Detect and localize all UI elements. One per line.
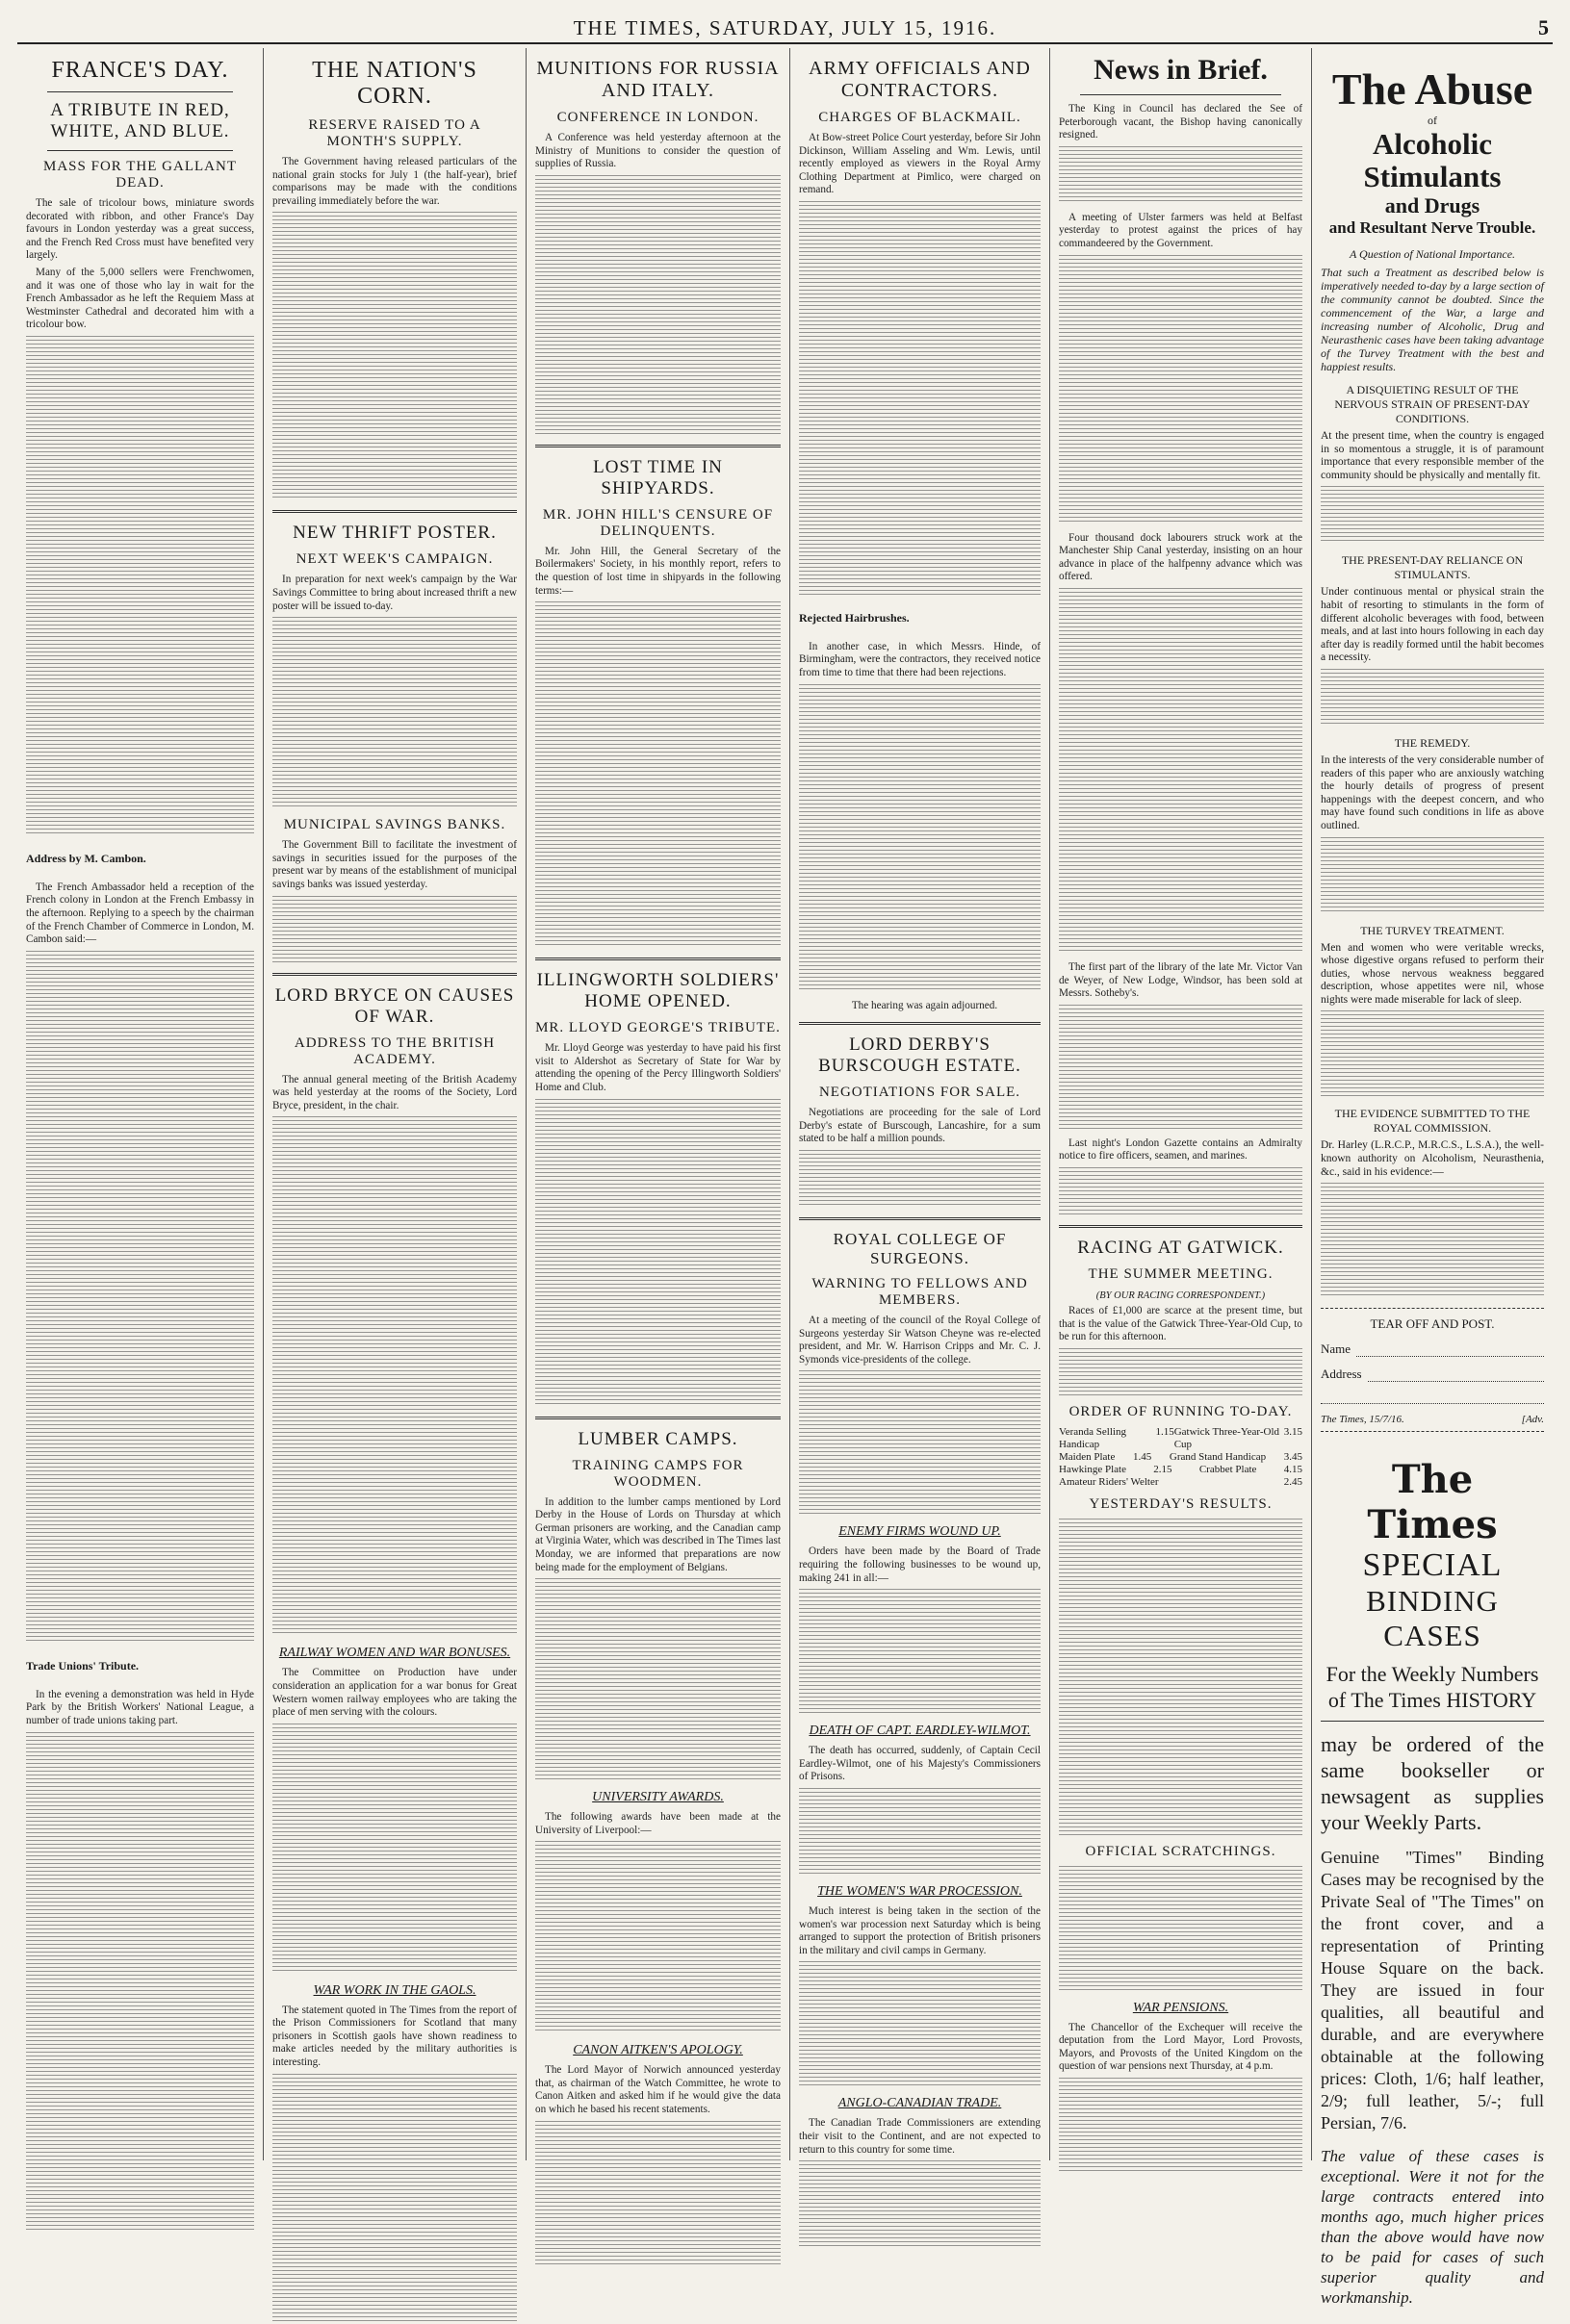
- nations-corn-subhead: RESERVE RAISED TO A MONTH'S SUPPLY.: [308, 117, 481, 149]
- address-subhead: Address by M. Cambon.: [26, 851, 146, 865]
- surgeons-headline: ROYAL COLLEGE OF SURGEONS.: [833, 1230, 1007, 1268]
- eardley-wilmot-subhead: DEATH OF CAPT. EARDLEY-WILMOT.: [809, 1724, 1031, 1739]
- column-munitions: [527, 48, 790, 2160]
- article-paragraph: The Lord Mayor of Norwich announced yesterday that, as chairman of the Watch Committee, he wrote to Canon Aitken and asked him if he would give the data on which he based his recent statements.: [535, 2064, 781, 2116]
- war-work-gaols-subhead: WAR WORK IN THE GAOLS.: [313, 1982, 476, 1998]
- masthead-title: THE TIMES, SATURDAY, JULY 15, 1916.: [573, 16, 997, 39]
- article-paragraph: The hearing was again adjourned.: [851, 999, 998, 1011]
- canon-aitken-subhead: CANON AITKEN'S APOLOGY.: [573, 2043, 743, 2058]
- war-pensions-subhead: WAR PENSIONS.: [1132, 2000, 1229, 2015]
- munitions-subhead: CONFERENCE IN LONDON.: [556, 110, 759, 125]
- article-paragraph: Many of the 5,000 sellers were Frenchwomen, and it was one of those who lay in wait for the French Ambassador as he left the Requiem Mass at Westminster Cathedral and decorated him with a tricolour bow.: [26, 266, 254, 331]
- page-number: 5: [1538, 15, 1549, 39]
- illingworth-headline: ILLINGWORTH SOLDIERS' HOME OPENED.: [536, 970, 780, 1012]
- column-advertisements: The Abuse of Alcoholic Stimulants and Drugs and Resultant Nerve Trouble. A Question of National Importance. That such a Treatment as described below is imperatively needed to-day by a large section of the community cannot be doubted. Since the commencement of the War, a large and increasing number of Alcoholic, Drug and Neurasthenic cases have been taking advantage of the Turvey Treatment with the best and happiest results. A DISQUIETING RESULT OF THE NERVOUS STRAIN OF PRESENT-DAY CONDITIONS. At the present time, when the country is engaged in so momentous a struggle, it is of paramount importance that every responsible member of the community should be physically and mentally fit. THE PRESENT-DAY RELIANCE ON STIMULANTS. Under continuous mental or physical strain the habit of resorting to stimulants in the form of different alcoholic beverages with food, between meals, and at last into hours following in each day after day is readily formed until the habit becomes a necessity. THE REMEDY. In the interests of the very considerable number of readers of this paper who are anxiously watching the hourly details of progress of present happenings with the deepest concern, and who may have found such conditions in life as above outlined. THE TURVEY TREATMENT. Men and women who were veritable wrecks, whose digestive organs refused to perform their duties, whose nervous weakness beggared description, whose appetites were nil, whose nights were made miserable for lack of sleep. THE EVIDENCE SUBMITTED TO THE ROYAL COMMISSION. Dr. Harley (L.R.C.P., M.R.C.S., L.S.A.), the well-known authority on Alcoholism, Neurasthenia, &c., said in his evidence:— TEAR OFF AND POST. Name Address The Times, 15/7/16. [Adv. The Times SPECIAL BINDING CASES For the Weekly Numbers of The Times HISTORY may be ordered of the same bookseller or newsagent as supplies your Weekly Parts. Genuine "Times" Binding Cases may be recognised by the Private Seal of "The Times" on the front cover, and a representation of Printing House Square on the back. They are issued in four qualities, all beautiful and durable, and are everywhere obtainable at the following prices: Cloth, 1/6; half leather, 2/9; full leather, 5/-; full Persian, 7/6. The value of these cases is exceptional. Were it not for the large contracts entered into months ago, much higher prices than the above would have now to be paid for cases of such superior quality and workmanship.: [1321, 64, 1544, 2308]
- article-paragraph: Much interest is being taken in the section of the women's war procession next Saturday which is being arranged to support the protection of British prisoners in the military and civil camps in Germany.: [799, 1904, 1041, 1956]
- coupon-address-field[interactable]: Address: [1321, 1366, 1544, 1382]
- bryce-subhead: ADDRESS TO THE BRITISH ACADEMY.: [294, 1034, 496, 1067]
- nations-corn-headline: THE NATION'S CORN.: [312, 58, 477, 109]
- article-paragraph: The Government having released particulars of the national grain stocks for July 1 (the half-year), brief comparisons may be made with the conditions prevailing immediately before the war.: [272, 156, 517, 207]
- racing-headline: RACING AT GATWICK.: [1077, 1237, 1284, 1258]
- army-officials-subhead: CHARGES OF BLACKMAIL.: [818, 110, 1021, 125]
- anglo-canadian-subhead: ANGLO-CANADIAN TRADE.: [837, 2096, 1002, 2111]
- article-paragraph: The Chancellor of the Exchequer will receive the deputation from the Lord Mayor, Lord Provosts, Mayors, and Provosts of the United Kingdom on the question of war pensions next Thursday, at 4 p.m.: [1059, 2021, 1302, 2073]
- article-paragraph: At Bow-street Police Court yesterday, before Sir John Dickinson, William Asseling and Wm. Lewis, until recently employed as viewers in the Royal Army Clothing Department at Pimlico, were charged on remand.: [799, 132, 1041, 196]
- trade-unions-subhead: Trade Unions' Tribute.: [26, 1658, 140, 1673]
- coupon-name-field[interactable]: Name: [1321, 1341, 1544, 1357]
- ad-intro: That such a Treatment as described below is imperatively needed to-day by a large section of the community cannot be doubted. Since the commencement of the War, a large and increasing number of Alcoholic, Drug and Neurasthenic cases have been taking advantage of the Turvey Treatment with the best and happiest results.: [1321, 266, 1544, 373]
- munitions-headline: MUNITIONS FOR RUSSIA AND ITALY.: [536, 58, 780, 101]
- womens-procession-subhead: THE WOMEN'S WAR PROCESSION.: [817, 1883, 1022, 1899]
- ad-coupon: TEAR OFF AND POST. Name Address The Times, 15/7/16. [Adv.: [1321, 1308, 1544, 1432]
- article-paragraph: Negotiations are proceeding for the sale of Lord Derby's estate of Burscough, Lancashire, for a sum stated to be half a million pounds.: [799, 1107, 1041, 1145]
- column-army-officials: [790, 48, 1050, 2160]
- article-paragraph: In addition to the lumber camps mentioned by Lord Derby in the House of Lords on Thursday at which German prisoners are working, and the Canadian camp at Virginia Water, which was described in The Times last Monday, we are informed that preparations are now being made for the employment of Belgians.: [535, 1495, 781, 1573]
- times-logo: The Times: [1367, 1457, 1498, 1548]
- bryce-headline: LORD BRYCE ON CAUSES OF WAR.: [274, 984, 515, 1027]
- army-officials-headline: ARMY OFFICIALS AND CONTRACTORS.: [809, 58, 1031, 101]
- article-paragraph: The Canadian Trade Commissioners are extending their visit to the Continent, and are not expected to return to this country for some time.: [799, 2117, 1041, 2156]
- rejected-hairbrushes-subhead: Rejected Hairbrushes.: [799, 610, 910, 625]
- thrift-poster-subhead: NEXT WEEK'S CAMPAIGN.: [296, 551, 494, 568]
- derby-estate-subhead: NEGOTIATIONS FOR SALE.: [818, 1085, 1021, 1101]
- article-paragraph: The annual general meeting of the British Academy was held yesterday at the rooms of the Society, Lord Bryce, president, in the chair.: [272, 1073, 517, 1111]
- article-paragraph: Mr. Lloyd George was yesterday to have paid his first visit to Aldershot as Secretary of State for War by attending the opening of the Percy Illingworth Soldiers' Home and Club.: [535, 1042, 781, 1093]
- article-paragraph: The sale of tricolour bows, miniature swords decorated with ribbon, and other France's Day favours in London yesterday was a great success, and the French Red Cross must have benefited very largely.: [26, 197, 254, 262]
- order-of-running-subhead: ORDER OF RUNNING TO-DAY.: [1068, 1403, 1293, 1419]
- article-paragraph: A Conference was held yesterday afternoon at the Ministry of Munitions to consider the question of supplies of Russia.: [535, 132, 781, 170]
- article-paragraph: Last night's London Gazette contains an Admiralty notice to fire officers, seamen, and marines.: [1059, 1136, 1302, 1162]
- news-in-brief-headline: News in Brief.: [1094, 54, 1268, 86]
- ad-title: Alcoholic Stimulants: [1363, 127, 1502, 193]
- column-france-day: [17, 48, 264, 2160]
- table-row: Amateur Riders' Welter 2.45: [1059, 1475, 1302, 1488]
- racing-subhead: THE SUMMER MEETING.: [1088, 1265, 1274, 1282]
- table-row: Hawkinge Plate 2.15 Crabbet Plate 4.15: [1059, 1463, 1302, 1475]
- column-news-in-brief: [1050, 48, 1312, 2160]
- mass-subhead: MASS FOR THE GALLANT DEAD.: [43, 159, 237, 191]
- article-paragraph: In preparation for next week's campaign by the War Savings Committee to bring about increased thrift a new poster will be issued to-day.: [272, 574, 517, 612]
- lumber-camps-subhead: TRAINING CAMPS FOR WOODMEN.: [572, 1457, 744, 1490]
- article-paragraph: The first part of the library of the late Mr. Victor Van de Weyer, of New Lodge, Windsor, has been sold at Messrs. Sotheby's.: [1059, 960, 1302, 1000]
- ad-title: The Abuse: [1331, 64, 1533, 114]
- illingworth-subhead: MR. LLOYD GEORGE'S TRIBUTE.: [535, 1020, 781, 1036]
- turvey-advertisement: The Abuse of Alcoholic Stimulants and Drugs and Resultant Nerve Trouble.: [1321, 65, 1544, 238]
- article-paragraph: The statement quoted in The Times from the report of the Prison Commissioners for Scotland that many prisoners in Scottish gaols have shown readiness to make articles needed by the military authorities is interesting.: [272, 2004, 517, 2069]
- masthead: [17, 13, 1553, 44]
- coupon-title: TEAR OFF AND POST.: [1370, 1316, 1495, 1332]
- article-paragraph: The French Ambassador held a reception of the French colony in London at the French Embassy in the afternoon. Replying to a speech by the chairman of the French Chamber of Commerce in London, M. Cambon said:—: [26, 881, 254, 946]
- article-paragraph: The King in Council has declared the See of Peterborough vacant, the Bishop having canonically resigned.: [1059, 103, 1302, 141]
- article-paragraph: Four thousand dock labourers struck work at the Manchester Ship Canal yesterday, insisting on an hour advance in place of the halfpenny advance which was offered.: [1059, 531, 1302, 583]
- article-paragraph: Races of £1,000 are scarce at the present time, but that is the value of the Gatwick Three-Year-Old Cup, to be run for this afternoon.: [1059, 1304, 1302, 1343]
- thrift-poster-headline: NEW THRIFT POSTER.: [293, 523, 497, 544]
- order-of-running-table: [1059, 1426, 1302, 1489]
- surgeons-subhead: WARNING TO FELLOWS AND MEMBERS.: [811, 1276, 1028, 1309]
- derby-estate-headline: LORD DERBY'S BURSCOUGH ESTATE.: [818, 1034, 1021, 1077]
- article-paragraph: The death has occurred, suddenly, of Captain Cecil Eardley-Wilmot, one of his Majesty's Commissioners of Prisons.: [799, 1745, 1041, 1783]
- racing-byline: (BY OUR RACING CORRESPONDENT.): [1095, 1290, 1266, 1301]
- shipyards-headline: LOST TIME IN SHIPYARDS.: [593, 456, 723, 498]
- article-paragraph: At a meeting of the council of the Royal College of Surgeons yesterday Sir Watson Cheyne was re-elected president, and Mr. W. Harrison Cripps and Mr. C. J. Symonds vice-presidents of the college.: [799, 1315, 1041, 1366]
- lumber-camps-headline: LUMBER CAMPS.: [578, 1428, 738, 1449]
- university-awards-subhead: UNIVERSITY AWARDS.: [592, 1790, 724, 1805]
- official-scratchings-subhead: OFFICIAL SCRATCHINGS.: [1085, 1843, 1276, 1859]
- article-paragraph: The Committee on Production have under consideration an application for a war bonus for Great Western women railway employees who are taking the place of men serving with the colours.: [272, 1667, 517, 1719]
- article-paragraph: Mr. John Hill, the General Secretary of the Boilermakers' Society, in his monthly report, refers to the question of lost time in shipyards in the following terms:—: [535, 545, 781, 597]
- shipyards-subhead: MR. JOHN HILL'S CENSURE OF DELINQUENTS.: [542, 506, 774, 539]
- article-paragraph: A meeting of Ulster farmers was held at Belfast yesterday to protest against the prices of hay commandeered by the Government.: [1059, 211, 1302, 249]
- columns: [17, 48, 1553, 2308]
- article-paragraph: In another case, in which Messrs. Hinde, of Birmingham, were the contractors, they received notice from time to time that there had been rejections.: [799, 640, 1041, 679]
- france-day-headline: FRANCE'S DAY.: [51, 58, 229, 83]
- article-paragraph: Orders have been made by the Board of Trade requiring the following businesses to be wound up, making 241 in all:—: [799, 1545, 1041, 1584]
- table-row: Maiden Plate 1.45 Grand Stand Handicap 3.45: [1059, 1450, 1302, 1463]
- enemy-firms-subhead: ENEMY FIRMS WOUND UP.: [838, 1524, 1001, 1540]
- article-paragraph: The Government Bill to facilitate the investment of savings in securities issued for the purposes of the present war by means of the establishment of municipal savings banks was issued yesterday.: [272, 839, 517, 890]
- article-paragraph: In the evening a demonstration was held in Hyde Park by the British Workers' National League, a number of trade unions taking part.: [26, 1688, 254, 1726]
- table-row: Veranda Selling Handicap 1.15 Gatwick Three-Year-Old Cup 3.15: [1059, 1425, 1302, 1450]
- article-paragraph: The following awards have been made at the University of Liverpool:—: [535, 1811, 781, 1836]
- savings-banks-subhead: MUNICIPAL SAVINGS BANKS.: [283, 817, 506, 833]
- railway-women-subhead: RAILWAY WOMEN AND WAR BONUSES.: [278, 1646, 511, 1661]
- france-day-subhead: A TRIBUTE IN RED, WHITE, AND BLUE.: [50, 100, 230, 141]
- column-nations-corn: [264, 48, 527, 2160]
- yesterdays-results-subhead: YESTERDAY'S RESULTS.: [1089, 1495, 1273, 1512]
